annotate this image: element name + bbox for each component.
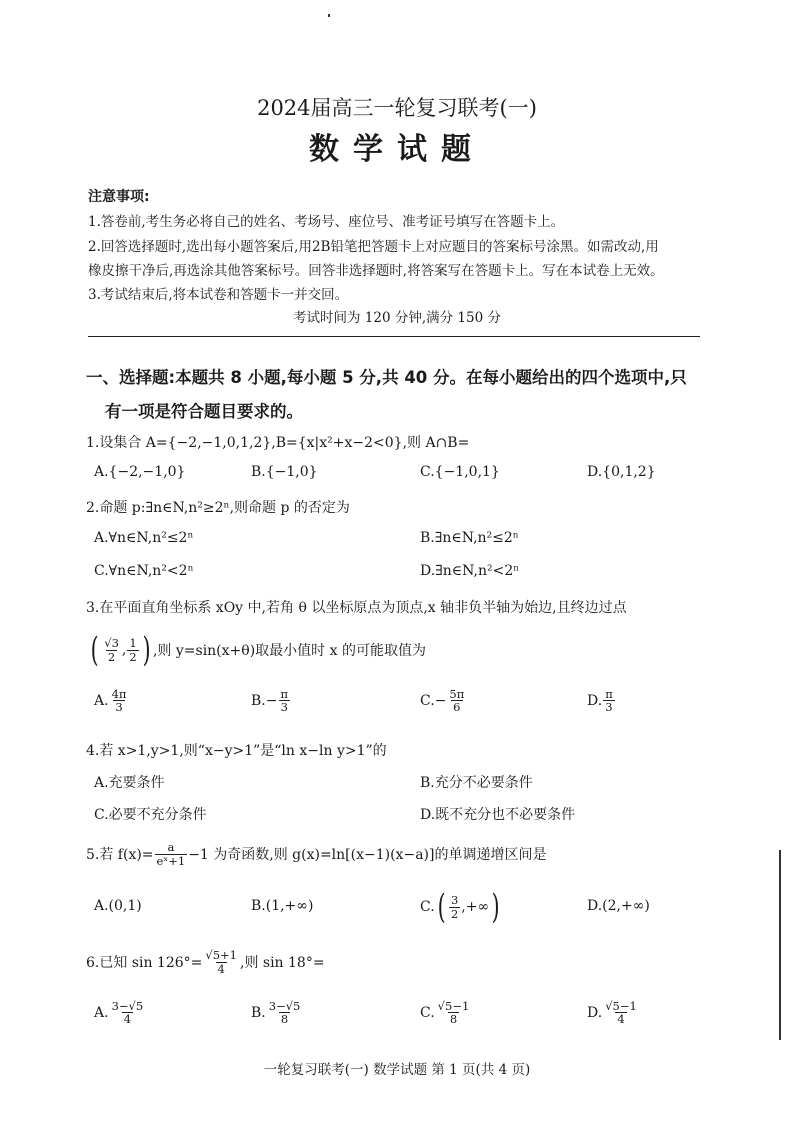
q6-option-c (420, 1000, 472, 1025)
q4-option-b: B.充分不必要条件 (420, 775, 533, 791)
fraction-numerator: π (280, 687, 289, 701)
paren-right: ) (491, 887, 500, 927)
notice-item-2: 2.回答选择题时,选出每小题答案后,用2B铅笔把答题卡上对应题目的答案标号涂黑。如需改动,用 (88, 239, 659, 255)
fraction-denominator: 3 (605, 700, 613, 715)
question-4-stem: 4.若 x>1,y>1,则“x−y>1”是“ln x−ln y>1”的 (86, 743, 387, 759)
fraction-denominator: 4 (123, 1012, 132, 1027)
section-heading: 一、选择题:本题共 8 小题,每小题 5 分,共 40 分。在每小题给出的四个选项中,只 (86, 368, 687, 387)
fraction-denominator: 2 (129, 649, 137, 664)
q1-option-c: C.{−1,0,1} (420, 464, 500, 480)
fraction-numerator: 3−√5 (268, 999, 301, 1013)
fraction-denominator: 6 (453, 700, 461, 715)
q1-option-b: B.{−1,0} (251, 464, 318, 480)
option-tail: ,+∞ (461, 899, 490, 915)
option-fraction (267, 1000, 303, 1025)
fraction-numerator: π (605, 687, 613, 701)
fraction-numerator: √5−1 (437, 999, 470, 1013)
question-3-stem: 3.在平面直角坐标系 xOy 中,若角 θ 以坐标原点为顶点,x 轴非负半轴为始边,且终边过点 (86, 600, 627, 616)
fraction-numerator: 4π (111, 687, 127, 701)
q4-option-a: A.充要条件 (94, 775, 165, 791)
fraction-denominator: 3 (280, 700, 288, 715)
fraction-numerator: √5−1 (605, 999, 637, 1013)
scan-speck (328, 14, 330, 17)
q6-option-b (251, 1000, 303, 1025)
q6-option-d (587, 1000, 640, 1025)
option-prefix: C. (420, 899, 435, 915)
paren-right: ) (142, 630, 151, 670)
q5-option-d: D.(2,+∞) (587, 898, 650, 914)
notice-heading: 注意事项: (88, 189, 150, 205)
q3-option-d (587, 688, 616, 713)
question-3-stem-cont: ( $\frac{√3}{2}$ , $\frac{1}{2}$ ) ,则 y=sin(x+θ)取最小值时 x 的可能取值为 (90, 630, 426, 670)
question-5-stem (86, 836, 546, 872)
fraction-numerator: √3 (104, 636, 119, 651)
option-prefix: A. (94, 692, 109, 709)
q5-option-a: A.(0,1) (94, 898, 142, 914)
option-fraction (603, 1000, 639, 1025)
q2-option-b: B.∃n∈N,n²≤2ⁿ (420, 530, 519, 546)
fraction-numerator: 1 (129, 636, 137, 651)
fraction-numerator: a (167, 840, 175, 855)
fraction-denominator: 8 (449, 1012, 458, 1027)
q2-option-a: A.∀n∈N,n²≤2ⁿ (94, 530, 194, 546)
fraction-numerator: √5+1 (205, 948, 237, 963)
option-prefix: B. (251, 1004, 266, 1021)
exam-info: 考试时间为 120 分钟,满分 150 分 (293, 310, 501, 326)
notice-item-3: 3.考试结束后,将本试卷和答题卡一并交回。 (88, 287, 349, 303)
q3-point-y (127, 637, 138, 662)
question-2-stem: 2.命题 p:∃n∈N,n²≥2ⁿ,则命题 p 的否定为 (86, 500, 350, 516)
option-fraction (278, 688, 290, 713)
subject-title: 数学试题 (309, 132, 485, 167)
q4-option-d: D.既不充分也不必要条件 (420, 807, 576, 823)
option-prefix: C.− (420, 692, 447, 709)
q5-option-b: B.(1,+∞) (251, 898, 314, 914)
q6-given-fraction (203, 949, 239, 974)
question-6-stem (86, 944, 325, 980)
fraction-numerator: 3 (450, 893, 459, 908)
q5-stem-head: 5.若 f(x)= (86, 847, 154, 863)
q1-option-a: A.{−2,−1,0} (94, 464, 186, 480)
fraction-numerator: 5π (449, 687, 465, 701)
paren-left: ( (437, 887, 446, 927)
option-fraction (449, 894, 460, 919)
q5-function-fraction (155, 841, 188, 866)
q6-stem-tail: ,则 sin 18°= (240, 955, 325, 971)
option-prefix: D. (587, 1004, 603, 1021)
fraction-denominator: 3 (115, 700, 123, 715)
q5-option-c (420, 888, 502, 926)
question-1-stem: 1.设集合 A={−2,−1,0,1,2},B={x|x²+x−2<0},则 A∩B= (86, 435, 470, 451)
option-prefix: A. (94, 1004, 109, 1021)
fraction-denominator: 2 (107, 649, 116, 664)
option-fraction (436, 1000, 472, 1025)
fraction-denominator: 4 (217, 961, 225, 976)
q3-option-b (251, 688, 291, 713)
q3-point-x (102, 637, 121, 662)
notice-item-1: 1.答卷前,考生务必将自己的姓名、考场号、座位号、准考证号填写在答题卡上。 (88, 214, 565, 230)
fraction-denominator: eˣ+1 (156, 853, 186, 868)
q3-stem-tail: ,则 y=sin(x+θ)取最小值时 x 的可能取值为 (152, 643, 426, 659)
option-prefix: D. (587, 692, 603, 709)
section-heading-cont: 有一项是符合题目要求的。 (105, 402, 303, 421)
q2-option-d: D.∃n∈N,n²<2ⁿ (420, 563, 520, 579)
option-fraction (110, 1000, 146, 1025)
option-fraction (603, 688, 615, 713)
paren-left: ( (90, 630, 99, 670)
option-fraction (447, 688, 466, 713)
q3-option-a (94, 688, 129, 713)
q6-option-a (94, 1000, 146, 1025)
divider (88, 336, 700, 337)
scan-edge-line (779, 850, 781, 1040)
fraction-denominator: 4 (617, 1012, 625, 1027)
q1-option-d: D.{0,1,2} (587, 464, 656, 480)
page-footer: 一轮复习联考(一) 数学试题 第 1 页(共 4 页) (263, 1062, 531, 1078)
option-prefix: B.− (251, 692, 278, 709)
fraction-denominator: 2 (450, 906, 459, 921)
fraction-numerator: 3−√5 (111, 999, 144, 1013)
fraction-denominator: 8 (280, 1012, 289, 1027)
exam-title: 2024届高三一轮复习联考(一) (257, 96, 537, 120)
option-fraction (110, 688, 129, 713)
q2-option-c: C.∀n∈N,n²<2ⁿ (94, 563, 194, 579)
q3-option-c (420, 688, 467, 713)
option-prefix: C. (420, 1004, 435, 1021)
q5-stem-tail: −1 为奇函数,则 g(x)=ln[(x−1)(x−a)]的单调递增区间是 (188, 847, 547, 863)
notice-item-2-cont: 橡皮擦干净后,再选涂其他答案标号。回答非选择题时,将答案写在答题卡上。写在本试卷上无效。 (88, 263, 664, 279)
q4-option-c: C.必要不充分条件 (94, 807, 207, 823)
q6-stem-head: 6.已知 sin 126°= (86, 955, 203, 971)
